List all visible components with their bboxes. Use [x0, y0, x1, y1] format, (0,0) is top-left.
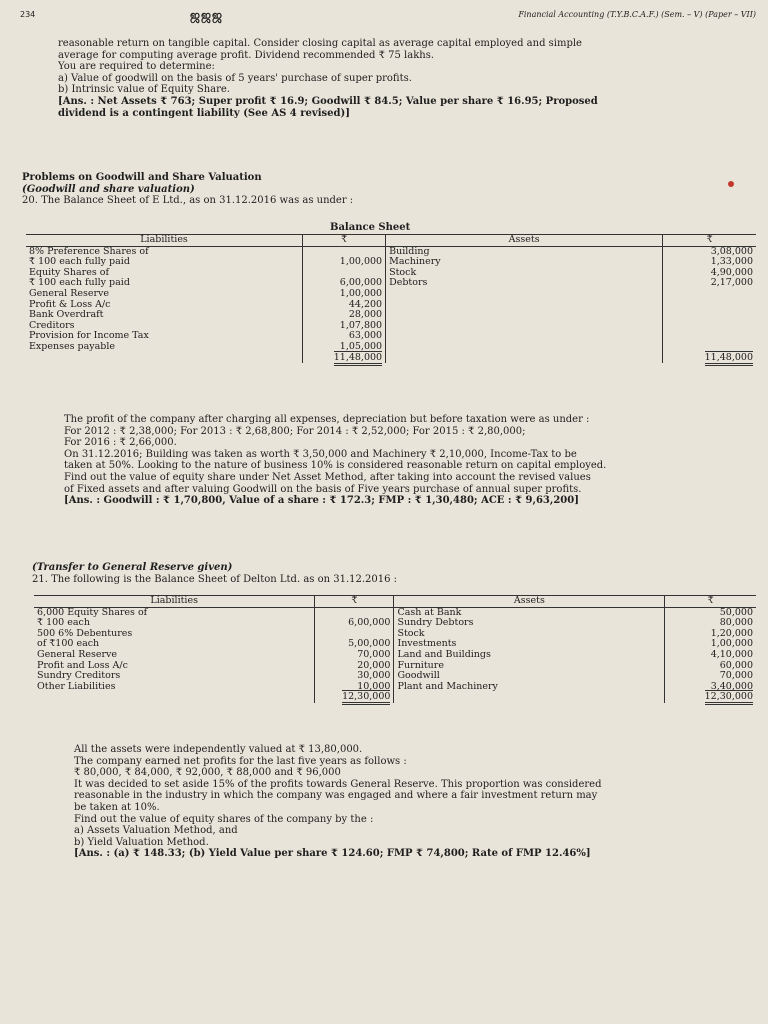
publisher-logo: ஜஜஜ — [190, 8, 224, 22]
asset-label: Furniture — [397, 659, 444, 671]
asset-label: Cash at Bank — [397, 606, 462, 618]
liability-label: Equity Shares of — [29, 266, 109, 278]
liabilities-header: Liabilities — [26, 235, 303, 247]
q21-heading — [32, 562, 732, 585]
total-row — [34, 692, 756, 703]
asset-amount: 2,17,000 — [663, 278, 756, 289]
asset-label — [386, 300, 663, 311]
q21-balance-sheet — [34, 595, 756, 703]
liability-amount: 10,000 — [315, 682, 394, 693]
liability-label: ₹ 100 each fully paid — [29, 277, 130, 289]
liabilities-header: Liabilities — [34, 596, 315, 608]
q21-intro: 21. The following is the Balance Sheet of Delton Ltd. as on 31.12.2016 : — [32, 573, 398, 585]
asset-label: Goodwill — [397, 670, 440, 682]
text-line: The profit of the company after charging all expenses, depreciation but before taxation were as under : — [64, 414, 590, 425]
assets-header: Assets — [386, 235, 663, 247]
table-row — [34, 682, 756, 693]
text-line: You are required to determine: — [58, 61, 215, 73]
liability-amount: 63,000 — [303, 331, 386, 342]
q20-table-title: Balance Sheet — [330, 222, 411, 233]
liability-label: ₹ 100 each — [37, 617, 90, 629]
previous-problem-text — [58, 38, 758, 119]
asset-label: Machinery — [389, 256, 441, 268]
section-heading-block — [22, 172, 722, 207]
text-line: The company earned net profits for the last five years as follows : — [74, 755, 407, 767]
table-row — [34, 671, 756, 682]
asset-amount: 1,33,000 — [663, 257, 756, 268]
asset-label: Building — [389, 245, 430, 257]
text-line: b) Yield Valuation Method. — [74, 836, 209, 848]
table-row — [34, 607, 756, 618]
asset-amount — [663, 310, 756, 321]
table-header-row — [26, 235, 756, 247]
text-line: b) Intrinsic value of Equity Share. — [58, 84, 230, 96]
asset-label — [386, 310, 663, 321]
liability-label: General Reserve — [29, 287, 110, 299]
liability-label: Expenses payable — [29, 340, 116, 352]
asset-label: Investments — [397, 638, 457, 650]
table-row — [34, 661, 756, 672]
q21-text — [74, 744, 764, 860]
asset-amount: 80,000 — [665, 618, 756, 629]
rupee-header: ₹ — [303, 235, 386, 247]
liability-amount: 6,00,000 — [303, 278, 386, 289]
liability-amount: 44,200 — [303, 300, 386, 311]
text-line: Find out the value of equity shares of the company by the : — [74, 813, 374, 825]
total-row — [26, 353, 756, 364]
section-subheading: (Goodwill and share valuation) — [22, 183, 195, 195]
text-line: be taken at 10%. — [74, 801, 160, 813]
page-header — [20, 8, 756, 24]
page-number: 234 — [20, 10, 36, 19]
text-line: Find out the value of equity share under Net Asset Method, after taking into account the revised values — [64, 471, 591, 483]
table-row — [34, 629, 756, 640]
liability-amount: 1,00,000 — [303, 257, 386, 268]
text-line: of Fixed assets and after valuing Goodwill on the basis of Five years purchase of annual super profits. — [64, 483, 582, 495]
asset-label: Stock — [389, 266, 417, 278]
liability-amount: 6,00,000 — [315, 618, 394, 629]
assets-header: Assets — [394, 596, 665, 608]
asset-amount: 60,000 — [665, 661, 756, 672]
asset-amount: 4,90,000 — [663, 268, 756, 279]
liability-label: of ₹100 each — [37, 638, 100, 650]
text-line: For 2012 : ₹ 2,38,000; For 2013 : ₹ 2,68,800; For 2014 : ₹ 2,52,000; For 2015 : ₹ 2,80,000; — [64, 425, 526, 437]
asset-amount: 4,10,000 — [665, 650, 756, 661]
table-row — [26, 310, 756, 321]
asset-label — [386, 289, 663, 300]
liability-label: 500 6% Debentures — [37, 627, 133, 639]
asset-amount: 1,00,000 — [665, 639, 756, 650]
asset-amount — [663, 331, 756, 342]
running-title: Financial Accounting (T.Y.B.C.A.F.) (Sem. – V) (Paper – VII) — [518, 10, 756, 19]
answer-line: [Ans. : (a) ₹ 148.33; (b) Yield Value per share ₹ 124.60; FMP ₹ 74,800; Rate of FMP 12.46%] — [74, 848, 591, 860]
answer-line: [Ans. : Goodwill : ₹ 1,70,800, Value of a share : ₹ 172.3; FMP : ₹ 1,30,480; ACE : ₹ 9,63,200] — [64, 495, 579, 507]
table-row — [34, 639, 756, 650]
table-row — [34, 618, 756, 629]
asset-amount: 1,20,000 — [665, 629, 756, 640]
text-line: taken at 50%. Looking to the nature of business 10% is considered reasonable return on capital employed. — [64, 460, 607, 472]
text-line: ₹ 80,000, ₹ 84,000, ₹ 92,000, ₹ 88,000 and ₹ 96,000 — [74, 767, 341, 779]
liability-label: Other Liabilities — [37, 680, 116, 692]
q20-text — [64, 414, 760, 507]
q20-intro: 20. The Balance Sheet of E Ltd., as on 31.12.2016 was as under : — [22, 195, 354, 207]
asset-label: Sundry Debtors — [397, 617, 474, 629]
asset-label: Plant and Machinery — [397, 680, 498, 692]
liability-amount: 30,000 — [315, 671, 394, 682]
liability-label: Provision for Income Tax — [29, 330, 149, 342]
answer-line: [Ans. : Net Assets ₹ 763; Super profit ₹ 16.9; Goodwill ₹ 84.5; Value per share ₹ 16.95; Proposed — [58, 95, 598, 107]
liabilities-total: 11,48,000 — [334, 351, 382, 366]
liability-amount: 1,07,800 — [303, 321, 386, 332]
liability-label: Sundry Creditors — [37, 670, 121, 682]
liability-label: 6,000 Equity Shares of — [37, 606, 148, 618]
asset-label — [386, 321, 663, 332]
liability-amount: 1,05,000 — [303, 342, 386, 353]
red-mark-icon — [728, 181, 734, 187]
liability-label: General Reserve — [37, 648, 118, 660]
liability-amount: 70,000 — [315, 650, 394, 661]
text-line: It was decided to set aside 15% of the profits towards General Reserve. This proportion was considered — [74, 778, 602, 790]
text-line: For 2016 : ₹ 2,66,000. — [64, 437, 177, 449]
table-row — [26, 342, 756, 353]
answer-line: dividend is a contingent liability (See AS 4 revised)] — [58, 107, 350, 119]
text-line: a) Value of goodwill on the basis of 5 years' purchase of super profits. — [58, 72, 412, 84]
liability-label: Creditors — [29, 319, 75, 331]
rupee-header: ₹ — [665, 596, 756, 608]
asset-amount: 3,40,000 — [665, 682, 756, 693]
liability-amount: 5,00,000 — [315, 639, 394, 650]
liability-amount: 28,000 — [303, 310, 386, 321]
asset-label: Land and Buildings — [397, 648, 491, 660]
liability-amount: 20,000 — [315, 661, 394, 672]
liability-label: Profit and Loss A/c — [37, 659, 128, 671]
asset-amount — [663, 321, 756, 332]
table-row — [26, 331, 756, 342]
liability-label: Profit & Loss A/c — [29, 298, 111, 310]
asset-amount: 3,08,000 — [663, 246, 756, 257]
asset-amount — [663, 289, 756, 300]
asset-label — [386, 331, 663, 342]
liability-label: Bank Overdraft — [29, 309, 104, 321]
liabilities-total: 12,30,000 — [342, 690, 390, 705]
q20-balance-sheet — [26, 234, 756, 363]
text-line: a) Assets Valuation Method, and — [74, 825, 238, 837]
text-line: All the assets were independently valued at ₹ 13,80,000. — [74, 744, 363, 755]
table-header-row — [34, 596, 756, 608]
text-line: average for computing average profit. Dividend recommended ₹ 75 lakhs. — [58, 49, 435, 61]
table-row — [34, 650, 756, 661]
asset-amount — [663, 300, 756, 311]
assets-total: 12,30,000 — [705, 690, 753, 705]
asset-label — [386, 342, 663, 353]
rupee-header: ₹ — [315, 596, 394, 608]
liability-amount: 1,00,000 — [303, 289, 386, 300]
text-line: reasonable in the industry in which the company was engaged and where a fair investment return may — [74, 790, 598, 802]
table-row — [26, 289, 756, 300]
rupee-header: ₹ — [663, 235, 756, 247]
asset-amount: 50,000 — [665, 607, 756, 618]
table-row — [26, 300, 756, 311]
assets-total: 11,48,000 — [705, 351, 753, 366]
table-row — [26, 278, 756, 289]
liability-label: 8% Preference Shares of — [29, 245, 149, 257]
liability-label: ₹ 100 each fully paid — [29, 256, 130, 268]
text-line: On 31.12.2016; Building was taken as worth ₹ 3,50,000 and Machinery ₹ 2,10,000, Income-Tax to be — [64, 448, 577, 460]
asset-amount: 70,000 — [665, 671, 756, 682]
section-heading: Problems on Goodwill and Share Valuation — [22, 172, 262, 183]
asset-label: Stock — [397, 627, 425, 639]
q21-tag: (Transfer to General Reserve given) — [32, 562, 233, 573]
text-line: reasonable return on tangible capital. Consider closing capital as average capital employed and simple — [58, 38, 582, 49]
asset-label: Debtors — [389, 277, 428, 289]
